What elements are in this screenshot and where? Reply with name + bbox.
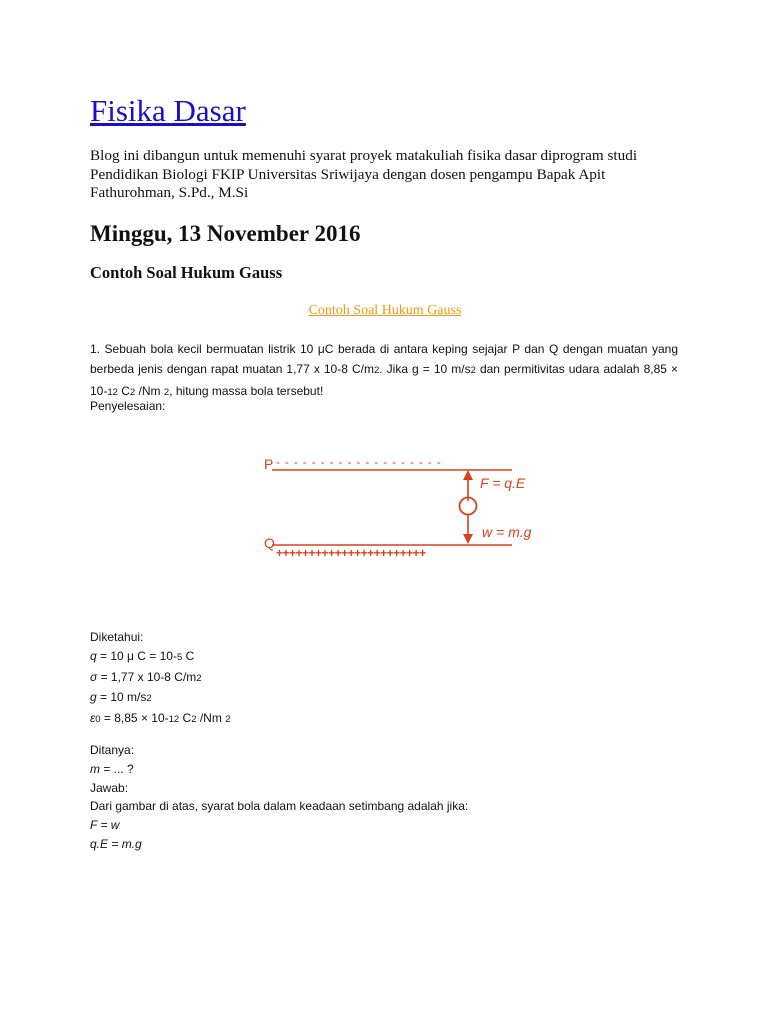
known-sigma bbox=[90, 668, 230, 689]
known-heading: Diketahui: bbox=[90, 630, 144, 644]
known-g bbox=[90, 688, 230, 709]
post-title-link[interactable]: Contoh Soal Hukum Gauss bbox=[308, 303, 462, 318]
equation-1: F = w bbox=[90, 818, 120, 833]
plate-q-label: Q bbox=[264, 535, 275, 551]
known-sub: 2 bbox=[196, 672, 202, 684]
question-1 bbox=[90, 339, 678, 403]
question-sub: 12 bbox=[107, 387, 118, 398]
blog-description: Blog ini dibangun untuk memenuhi syarat proyek matakuliah fisika dasar diprogram studi Pendidikan Biologi FKIP Universitas Sriwijaya dengan dosen pengampu Bapak Apit Fathurohman, S.Pd., M.Si bbox=[90, 147, 638, 201]
asked-heading: Ditanya: bbox=[90, 743, 135, 757]
force-label: F = q.E bbox=[480, 475, 526, 491]
answer-explanation: Dari gambar di atas, syarat bola dalam keadaan setimbang adalah jika: bbox=[90, 799, 469, 814]
equation-2: q.E = m.g bbox=[90, 836, 142, 851]
known-sub: 5 bbox=[176, 651, 183, 663]
question-sub: 2 bbox=[373, 365, 380, 376]
question-text: 1. Sebuah bola kecil bermuatan listrik 10 μC berada di antara keping sejajar P dan Q dengan muatan yang berbeda jenis dengan rapat muatan 1,77 x 10-8 C/m bbox=[90, 342, 678, 376]
var-q: q bbox=[90, 648, 97, 663]
var-sigma: σ bbox=[90, 669, 98, 684]
arrow-down-icon bbox=[463, 534, 473, 544]
known-sub: 2 bbox=[191, 714, 197, 726]
question-sub: 2 bbox=[163, 387, 170, 398]
solution-label: Penyelesaian: bbox=[90, 399, 166, 413]
known-q bbox=[90, 647, 230, 668]
var-g: g bbox=[90, 690, 97, 705]
question-text: /Nm bbox=[135, 384, 164, 398]
parallel-plates-diagram bbox=[256, 444, 532, 569]
known-text: = 1,77 x 10-8 C/m bbox=[97, 669, 197, 684]
known-sub: 0 bbox=[95, 714, 101, 726]
known-epsilon bbox=[90, 709, 230, 730]
positive-charges: +++++++++++++++++++++++ bbox=[276, 546, 426, 560]
known-text: C bbox=[182, 648, 195, 663]
weight-label: w = m.g bbox=[482, 524, 532, 540]
asked-m bbox=[90, 760, 468, 779]
known-sub: 2 bbox=[225, 714, 231, 726]
asked-text: = ... ? bbox=[100, 761, 134, 776]
known-text: = 10 μ C = 10- bbox=[96, 648, 177, 663]
known-text: = 8,85 × 10- bbox=[100, 711, 169, 726]
blog-title-link[interactable]: Fisika Dasar bbox=[90, 93, 246, 128]
known-values bbox=[90, 628, 230, 730]
arrow-up-icon bbox=[463, 470, 473, 480]
asked-and-answer bbox=[90, 741, 468, 854]
post-title: Contoh Soal Hukum Gauss bbox=[90, 263, 283, 282]
known-text: /Nm bbox=[196, 711, 226, 726]
known-text: = 10 m/s bbox=[96, 690, 147, 705]
answer-heading: Jawab: bbox=[90, 780, 129, 795]
negative-charges: - - - - - - - - - - - - - - - - - - - bbox=[276, 455, 442, 469]
question-text: dan permitivitas udara adalah 8,85 × 10- bbox=[90, 362, 679, 398]
known-sub: 2 bbox=[146, 693, 152, 705]
known-sub: 12 bbox=[168, 714, 180, 726]
plate-p-label: P bbox=[264, 456, 274, 472]
var-m: m bbox=[90, 761, 100, 776]
question-text: . Jika g = 10 m/s bbox=[379, 362, 471, 376]
question-text: , hitung massa bola tersebut! bbox=[169, 384, 324, 398]
question-text: C bbox=[117, 384, 130, 398]
question-sub: 2 bbox=[129, 387, 136, 398]
date-header: Minggu, 13 November 2016 bbox=[90, 221, 361, 246]
question-sub: 2 bbox=[470, 365, 476, 376]
known-text: C bbox=[179, 711, 192, 726]
var-epsilon: ε bbox=[90, 711, 96, 726]
